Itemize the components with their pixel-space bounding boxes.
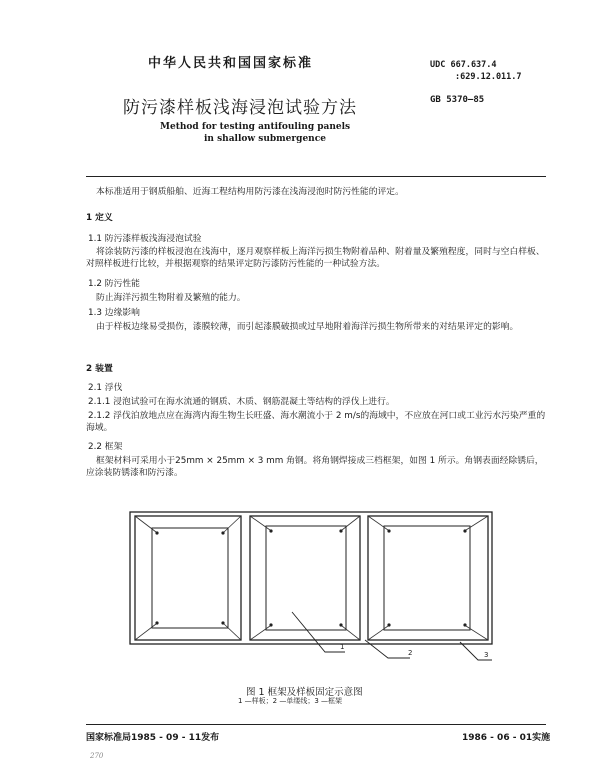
frame-outer xyxy=(130,512,492,644)
tie-lines xyxy=(135,516,488,640)
figure-caption: 图 1 框架及样板固定示意图 xyxy=(246,687,363,698)
callout-leaders xyxy=(292,612,492,660)
panel-holes xyxy=(155,529,466,626)
gb-number: GB 5370—85 xyxy=(430,95,485,105)
section-1-1-heading: 1.1 防污漆样板浅海浸泡试验 xyxy=(88,234,202,244)
callout-1: 1 xyxy=(340,643,345,651)
footer-rule xyxy=(86,724,546,725)
section-1-3-body: 由于样板边缘易受损伤，漆膜较薄，而引起漆膜破损或过早地附着海洋污损生物所带来的对结果评定的影响。 xyxy=(96,322,519,332)
panel-left xyxy=(152,528,228,628)
section-2-2-body: 框架材料可采用小于25mm × 25mm × 3 mm 角钢。将角钢焊接成三档框架，如图 1 所示。角钢表面经除锈后，应涂装防锈漆和防污漆。 xyxy=(86,456,544,478)
section-2-1-1: 2.1.1 浸泡试验可在海水流通的钢质、木质、钢筋混凝土等结构的浮伐上进行。 xyxy=(88,397,395,407)
section-1-3-heading: 1.3 边缘影响 xyxy=(88,308,140,318)
section-2-heading: 2 装置 xyxy=(86,364,113,374)
issue-date: 国家标准局1985 - 09 - 11发布 xyxy=(86,733,220,743)
section-1-1-body: 将涂装防污漆的样板浸泡在浅海中，逐月观察样板上海洋污损生物附着品种、附着量及繁殖程度，同时与空白样板、对照样板进行比较，并根据观察的结果评定防污漆防污性能的一种试验方法。 xyxy=(86,247,545,269)
section-1-heading: 1 定义 xyxy=(86,213,113,223)
standard-organization: 中华人民共和国国家标准 xyxy=(148,56,314,71)
section-2-1-heading: 2.1 浮伐 xyxy=(88,383,123,393)
section-2-2-heading: 2.2 框架 xyxy=(88,442,123,452)
scope-paragraph: 本标准适用于钢质船舶、近海工程结构用防污漆在浅海浸泡时防污性能的评定。 xyxy=(96,187,404,197)
page-number: 270 xyxy=(90,752,104,760)
section-1-2-heading: 1.2 防污性能 xyxy=(88,279,140,289)
udc-code-continued: :629.12.011.7 xyxy=(455,72,522,82)
implementation-date: 1986 - 06 - 01实施 xyxy=(462,733,551,743)
udc-code: UDC 667.637.4 xyxy=(430,60,497,70)
panel-right xyxy=(384,526,470,630)
figure-legend: 1 —样板；2 —单缕线；3 —框架 xyxy=(238,697,343,705)
section-1-2-body: 防止海洋污损生物附着及繁殖的能力。 xyxy=(96,293,246,303)
document-title: 防污漆样板浅海浸泡试验方法 xyxy=(123,98,357,118)
panel-middle xyxy=(266,526,346,630)
english-title-line1: Method for testing antifouling panels xyxy=(160,122,351,132)
english-title-line2: in shallow submergence xyxy=(204,134,326,144)
section-2-1-2: 2.1.2 浮伐泊放地点应在海湾内海生物生长旺盛、海水潮流小于 2 m/s的海域中，不应放在河口或工业污水污染严重的海域。 xyxy=(86,411,546,433)
frame-bay-left xyxy=(135,516,241,640)
callout-3: 3 xyxy=(484,651,489,659)
callout-2: 2 xyxy=(408,649,413,657)
